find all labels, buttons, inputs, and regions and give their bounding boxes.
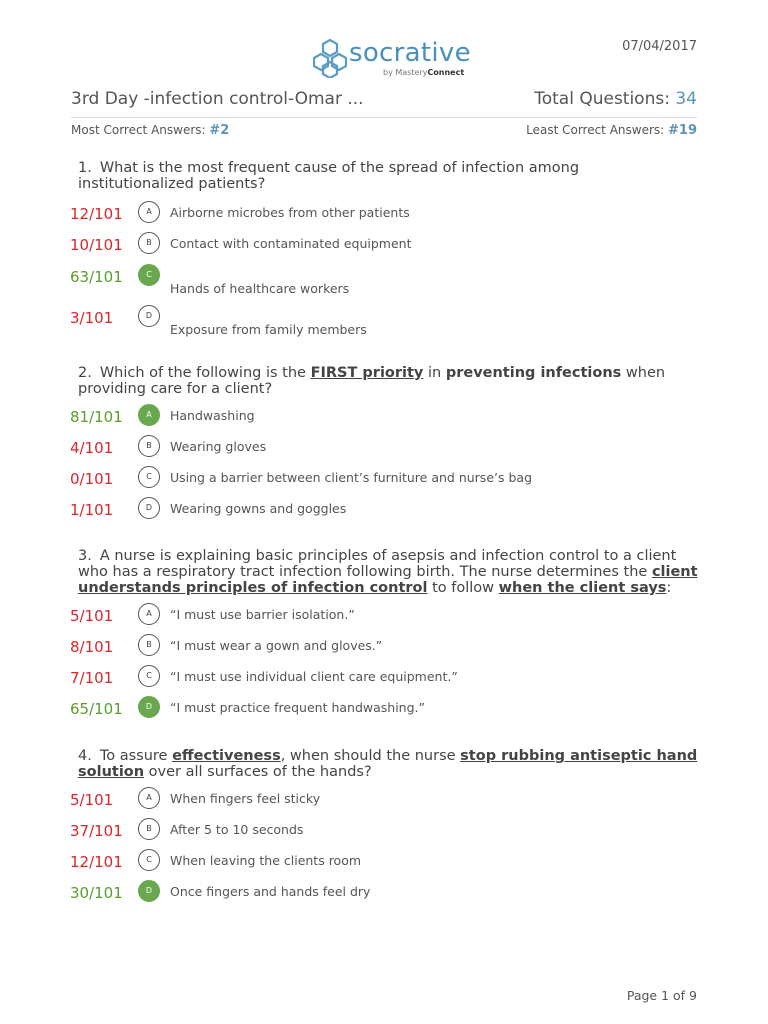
question-text: when providing care for a client? <box>78 365 666 397</box>
question-1 <box>78 160 698 192</box>
answer-row <box>0 696 768 724</box>
question-text: Which of the following is the <box>99 365 311 381</box>
answer-row <box>0 305 768 337</box>
logo-wordmark: socrative <box>349 38 471 68</box>
answer-text: Wearing gowns and goggles <box>170 501 347 516</box>
correct-answer-circle: D <box>138 696 160 718</box>
answer-row <box>0 634 768 662</box>
logo-byline <box>383 68 464 77</box>
least-correct-value: #19 <box>668 123 697 138</box>
most-correct-value: #2 <box>209 123 230 138</box>
question-text: A nurse is explaining basic principles of asepsis and infection control to a client who has a respiratory tract infection following birth. The nurse determines the <box>78 548 677 580</box>
most-correct-answers <box>71 123 229 138</box>
answer-letter-circle: C <box>138 665 160 687</box>
answer-row <box>0 232 768 260</box>
answer-text: After 5 to 10 seconds <box>170 822 304 837</box>
answer-row <box>0 880 768 908</box>
answer-letter-circle: D <box>138 497 160 519</box>
answer-row <box>0 787 768 815</box>
answer-letter-circle: A <box>138 787 160 809</box>
logo <box>313 38 473 82</box>
answer-score: 1/101 <box>70 501 114 519</box>
hexagon-logo-icon <box>313 38 347 78</box>
answer-text: Once fingers and hands feel dry <box>170 884 371 899</box>
answer-row <box>0 603 768 631</box>
answer-letter-circle: B <box>138 818 160 840</box>
answer-score: 7/101 <box>70 669 114 687</box>
answer-score: 81/101 <box>70 408 123 426</box>
answer-score: 12/101 <box>70 205 123 223</box>
answer-row <box>0 665 768 693</box>
answer-letter-circle: A <box>138 201 160 223</box>
question-number: 2. <box>78 365 92 381</box>
question-text: over all surfaces of the hands? <box>144 764 372 780</box>
answer-text: Airborne microbes from other patients <box>170 205 410 220</box>
question-emphasis: effectiveness <box>172 748 281 764</box>
correct-answer-circle: C <box>138 264 160 286</box>
quiz-title: 3rd Day -infection control-Omar ... <box>71 89 364 109</box>
answer-text: “I must wear a gown and gloves.” <box>170 638 383 653</box>
total-questions-label: Total Questions: <box>534 89 676 109</box>
logo-byline-prefix: by Mastery <box>383 68 428 77</box>
answer-text: “I must use individual client care equipment.” <box>170 669 458 684</box>
answer-score: 65/101 <box>70 700 123 718</box>
question-text: in <box>423 365 446 381</box>
question-2 <box>78 365 698 397</box>
answer-letter-circle: B <box>138 232 160 254</box>
answer-text: Handwashing <box>170 408 255 423</box>
answer-text: When leaving the clients room <box>170 853 362 868</box>
answer-text: When fingers feel sticky <box>170 791 321 806</box>
answer-text: Contact with contaminated equipment <box>170 236 412 251</box>
question-number: 1. <box>78 160 92 176</box>
answer-text: “I must practice frequent handwashing.” <box>170 700 425 715</box>
answer-row <box>0 264 768 296</box>
answer-score: 63/101 <box>70 268 123 286</box>
question-emphasis: when the client says <box>498 580 667 596</box>
answer-letter-circle: A <box>138 603 160 625</box>
correct-answer-circle: D <box>138 880 160 902</box>
total-questions <box>534 89 697 109</box>
answer-row <box>0 818 768 846</box>
most-correct-label: Most Correct Answers: <box>71 123 210 137</box>
least-correct-answers <box>526 123 697 138</box>
answer-row <box>0 404 768 432</box>
page-number: Page 1 of 9 <box>626 988 697 1003</box>
question-3 <box>78 548 698 596</box>
answer-letter-circle: C <box>138 466 160 488</box>
question-emphasis: stop rubbing antiseptic hand solution <box>78 748 698 780</box>
question-text: What is the most frequent cause of the spread of infection among institutionalized patients? <box>78 160 580 192</box>
question-text: : <box>666 580 672 596</box>
question-text: to follow <box>427 580 499 596</box>
answer-row <box>0 849 768 877</box>
total-questions-value: 34 <box>675 89 697 109</box>
report-date: 07/04/2017 <box>622 39 697 54</box>
question-text: , when should the nurse <box>280 748 461 764</box>
answer-letter-circle: D <box>138 305 160 327</box>
answer-letter-circle: C <box>138 849 160 871</box>
correct-answer-circle: A <box>138 404 160 426</box>
question-emphasis: client understands principles of infection control <box>78 564 698 596</box>
question-emphasis: preventing infections <box>445 365 622 381</box>
answer-row <box>0 497 768 525</box>
answer-score: 4/101 <box>70 439 114 457</box>
question-4 <box>78 748 698 780</box>
answer-letter-circle: B <box>138 435 160 457</box>
answer-score: 37/101 <box>70 822 123 840</box>
answer-row <box>0 466 768 494</box>
answer-text: “I must use barrier isolation.” <box>170 607 355 622</box>
answer-score: 5/101 <box>70 607 114 625</box>
answer-letter-circle: B <box>138 634 160 656</box>
logo-byline-brand: Connect <box>427 68 465 77</box>
question-number: 4. <box>78 748 92 764</box>
least-correct-label: Least Correct Answers: <box>526 123 669 137</box>
answer-text: Using a barrier between client’s furniture and nurse’s bag <box>170 470 532 485</box>
answer-score: 8/101 <box>70 638 114 656</box>
header-divider <box>71 117 697 118</box>
answer-row <box>0 435 768 463</box>
answer-text: Hands of healthcare workers <box>170 281 350 296</box>
answer-score: 10/101 <box>70 236 123 254</box>
question-emphasis: FIRST priority <box>310 365 424 381</box>
answer-text: Exposure from family members <box>170 322 367 337</box>
question-text: To assure <box>99 748 173 764</box>
answer-row <box>0 201 768 229</box>
answer-text: Wearing gloves <box>170 439 267 454</box>
answer-score: 30/101 <box>70 884 123 902</box>
answer-score: 12/101 <box>70 853 123 871</box>
answer-score: 3/101 <box>70 309 114 327</box>
answer-score: 0/101 <box>70 470 114 488</box>
question-number: 3. <box>78 548 92 564</box>
answer-score: 5/101 <box>70 791 114 809</box>
